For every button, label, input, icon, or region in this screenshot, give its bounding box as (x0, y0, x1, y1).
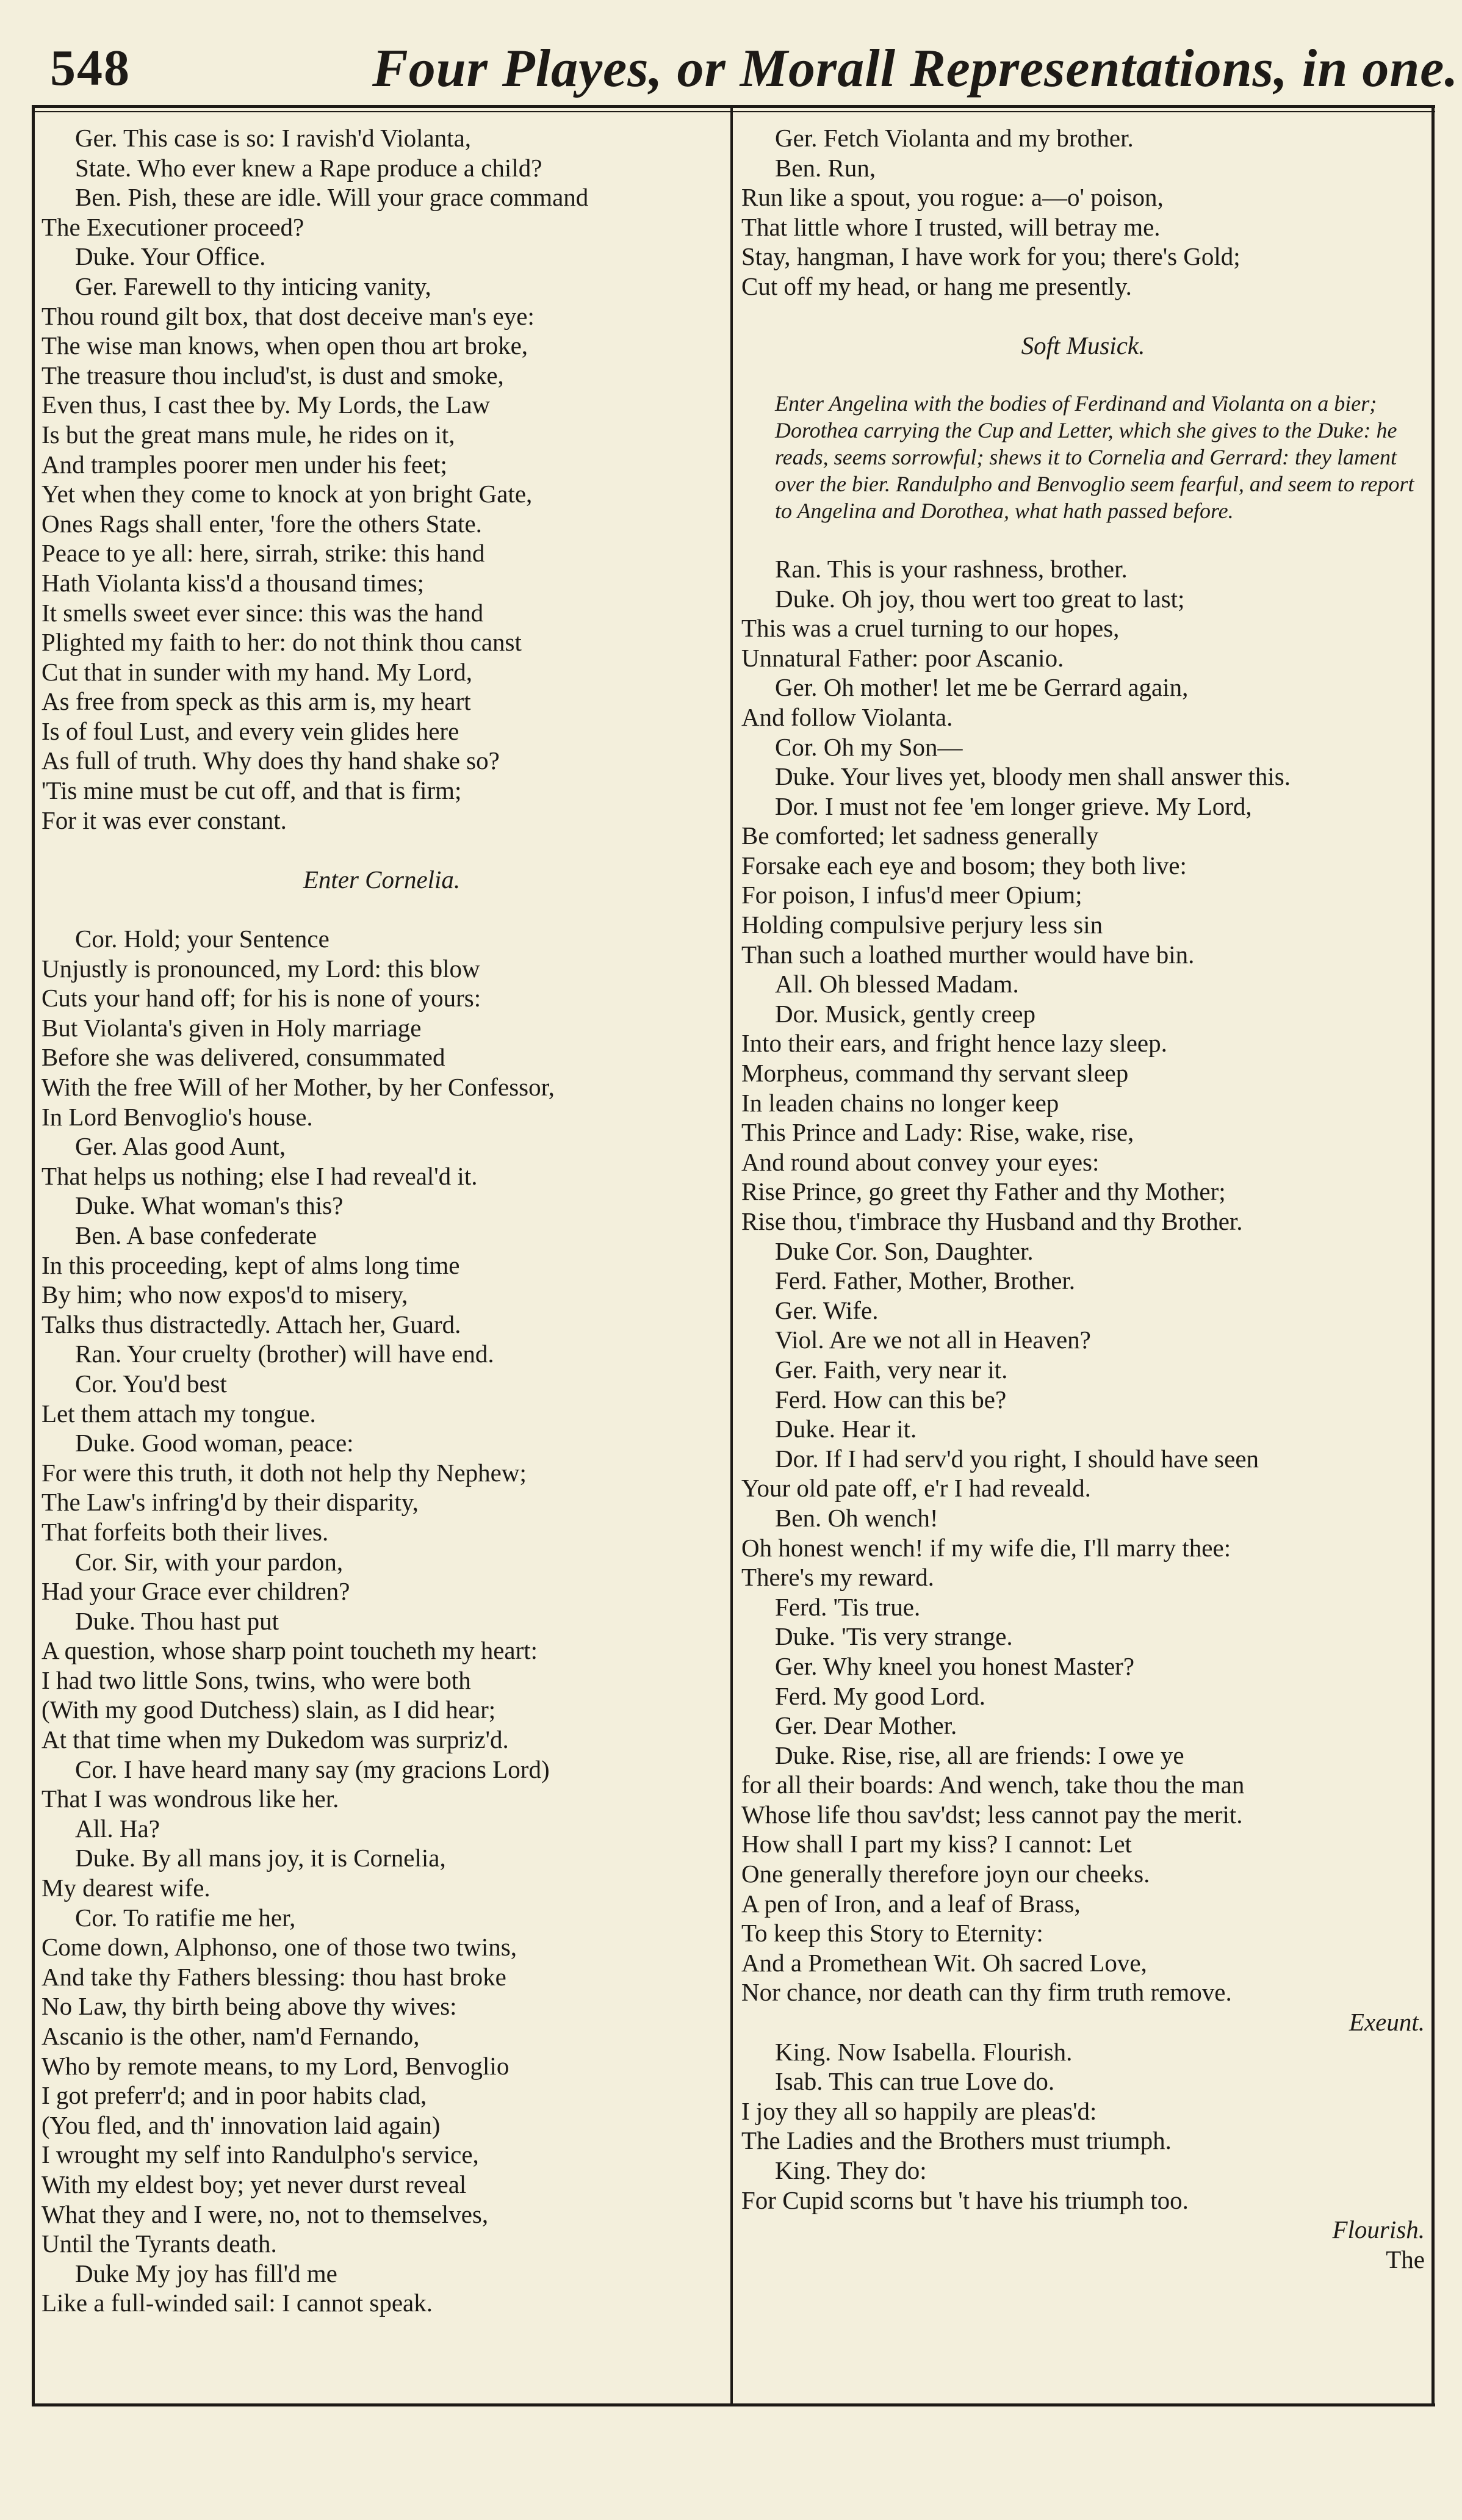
text-line: Ger. Wife. (775, 1296, 879, 1324)
text-line: Be comforted; let sadness generally (741, 821, 1099, 850)
text-line: Duke. By all mans joy, it is Cornelia, (75, 1844, 446, 1872)
text-line: Ger. Alas good Aunt, (75, 1132, 286, 1161)
text-line: With my eldest boy; yet never durst reveal (41, 2170, 467, 2198)
text-line: Unnatural Father: poor Ascanio. (741, 643, 1064, 672)
text-line: (With my good Dutchess) slain, as I did hear; (41, 1695, 496, 1724)
text-line: Into their ears, and fright hence lazy sleep. (741, 1029, 1167, 1058)
text-line: Duke. 'Tis very strange. (775, 1622, 1013, 1651)
column-divider (730, 105, 733, 2406)
text-line: Cor. Oh my Son— (775, 732, 963, 761)
text-line: Run like a spout, you rogue: a—o' poison, (741, 183, 1164, 212)
text-line: Duke My joy has fill'd me (75, 2259, 337, 2287)
bottom-rule (32, 2403, 1435, 2406)
text-line: Duke Cor. Son, Daughter. (775, 1237, 1034, 1265)
text-line: Forsake each eye and bosom; they both live: (741, 851, 1187, 879)
text-line: Enter Cornelia. (303, 865, 461, 894)
text-line: Isab. This can true Love do. (775, 2067, 1055, 2096)
text-line: In leaden chains no longer keep (741, 1088, 1059, 1117)
text-line: Thou round gilt box, that dost deceive man's eye: (41, 301, 535, 330)
text-line: This was a cruel turning to our hopes, (741, 614, 1120, 643)
text-line: A pen of Iron, and a leaf of Brass, (741, 1889, 1081, 1918)
text-line: Come down, Alphonso, one of those two twins, (41, 1933, 517, 1962)
text-line: That helps us nothing; else I had reveal'd it. (41, 1161, 478, 1190)
top-rule-thin (32, 111, 1435, 112)
text-line: For Cupid scorns but 't have his triumph too. (741, 2186, 1189, 2214)
top-rule (32, 105, 1435, 108)
text-line: A question, whose sharp point toucheth my heart: (41, 1636, 538, 1665)
text-line: Cor. I have heard many say (my gracions Lord) (75, 1755, 550, 1783)
text-line: What they and I were, no, not to themselves, (41, 2200, 489, 2228)
text-line: Ben. A base confederate (75, 1221, 317, 1249)
text-line: Duke. Oh joy, thou wert too great to last; (775, 584, 1185, 613)
text-line: Nor chance, nor death can thy firm truth remove. (741, 1978, 1232, 2007)
text-line: That little whore I trusted, will betray me. (741, 212, 1161, 241)
text-line: Unjustly is pronounced, my Lord: this blow (41, 954, 480, 983)
text-line: Exeunt. (1349, 2008, 1425, 2037)
text-line: Ferd. My good Lord. (775, 1681, 986, 1710)
text-line: This Prince and Lady: Rise, wake, rise, (741, 1118, 1134, 1147)
text-line: In Lord Benvoglio's house. (41, 1102, 313, 1131)
page-number: 548 (50, 40, 131, 96)
text-line: With the free Will of her Mother, by her Confessor, (41, 1073, 555, 1101)
text-line: And a Promethean Wit. Oh sacred Love, (741, 1948, 1147, 1977)
text-line: How shall I part my kiss? I cannot: Let (741, 1830, 1132, 1858)
text-line: Let them attach my tongue. (41, 1399, 316, 1428)
text-line: Oh honest wench! if my wife die, I'll marry thee: (741, 1533, 1231, 1562)
text-line: Rise thou, t'imbrace thy Husband and thy Brother. (741, 1207, 1243, 1235)
text-line: Ger. Fetch Violanta and my brother. (775, 124, 1134, 152)
text-line: Enter Angelina with the bodies of Ferdinand and Violanta on a bier; Dorothea carrying the Cup and Letter, which she gives to the Duke: he reads, seems sorrowful; shews it to Cornelia and Gerrard: they lament over the bier. Randulpho and Benvoglio seem fearful, and seem to report to Angelina and Dorothea, what hath passed before. (775, 391, 1414, 524)
text-line: Cor. To ratifie me her, (75, 1903, 296, 1932)
text-line: Morpheus, command thy servant sleep (741, 1059, 1129, 1088)
text-line: Ferd. 'Tis true. (775, 1592, 921, 1621)
text-line: Is but the great mans mule, he rides on it, (41, 420, 455, 449)
text-line: Your old pate off, e'r I had reveald. (741, 1474, 1091, 1503)
text-line: That forfeits both their lives. (41, 1517, 329, 1546)
text-line: The treasure thou includ'st, is dust and smoke, (41, 361, 504, 389)
text-line: Ferd. Father, Mother, Brother. (775, 1266, 1076, 1295)
text-line: State. Who ever knew a Rape produce a child? (75, 153, 542, 182)
text-line: Whose life thou sav'dst; less cannot pay the merit. (741, 1800, 1243, 1829)
text-line: Peace to ye all: here, sirrah, strike: this hand (41, 539, 485, 568)
text-line: And follow Violanta. (741, 702, 953, 731)
text-line: But Violanta's given in Holy marriage (41, 1013, 422, 1042)
text-line: Stay, hangman, I have work for you; there's Gold; (741, 242, 1241, 271)
text-line: All. Ha? (75, 1814, 160, 1843)
text-line: Ger. Why kneel you honest Master? (775, 1652, 1135, 1680)
text-line: Cor. Hold; your Sentence (75, 925, 329, 953)
text-line: That I was wondrous like her. (41, 1785, 339, 1813)
right-border-rule (1431, 105, 1435, 2406)
text-line: And round about convey your eyes: (741, 1147, 1100, 1176)
text-line: Plighted my faith to her: do not think thou canst (41, 628, 522, 657)
text-line: At that time when my Dukedom was surpriz'd. (41, 1725, 509, 1754)
text-line (741, 524, 1425, 554)
text-line: Flourish. (1332, 2215, 1425, 2244)
text-line: Cor. Sir, with your pardon, (75, 1547, 344, 1576)
text-line: King. Now Isabella. Flourish. (775, 2037, 1073, 2066)
text-line: Ones Rags shall enter, 'fore the others State. (41, 509, 482, 538)
text-line: Duke. What woman's this? (75, 1191, 344, 1220)
text-line: Cut that in sunder with my hand. My Lord, (41, 657, 473, 686)
text-line: Holding compulsive perjury less sin (741, 911, 1103, 939)
text-line: Ran. This is your rashness, brother. (775, 554, 1128, 583)
text-line: Dor. Musick, gently creep (775, 999, 1035, 1028)
text-line: Cor. You'd best (75, 1369, 227, 1398)
text-line: Ferd. How can this be? (775, 1385, 1007, 1413)
text-line: The Executioner proceed? (41, 212, 304, 241)
text-line: The Ladies and the Brothers must triumph. (741, 2126, 1172, 2155)
text-line: Before she was delivered, consummated (41, 1043, 445, 1072)
text-line: Ben. Run, (775, 153, 876, 182)
text-line: Ascanio is the other, nam'd Fernando, (41, 2022, 420, 2050)
text-line: The wise man knows, when open thou art broke, (41, 331, 528, 360)
text-line: In this proceeding, kept of alms long time (41, 1251, 460, 1279)
text-line: Ran. Your cruelty (brother) will have end. (75, 1340, 494, 1368)
text-line: Like a full-winded sail: I cannot speak. (41, 2289, 433, 2317)
text-line: Duke. Good woman, peace: (75, 1429, 354, 1457)
text-line: Who by remote means, to my Lord, Benvoglio (41, 2051, 510, 2080)
text-line: Ger. Faith, very near it. (775, 1355, 1008, 1384)
text-line: Yet when they come to knock at yon bright Gate, (41, 480, 533, 508)
text-line: Ger. Oh mother! let me be Gerrard again, (775, 673, 1189, 702)
text-line: Ben. Oh wench! (775, 1503, 938, 1532)
text-line: I had two little Sons, twins, who were both (41, 1666, 471, 1694)
text-line: And take thy Fathers blessing: thou hast broke (41, 1962, 506, 1991)
text-line: I joy they all so happily are pleas'd: (741, 2096, 1097, 2125)
text-line: 'Tis mine must be cut off, and that is firm; (41, 776, 462, 805)
text-line: The (1386, 2245, 1425, 2273)
text-line: Duke. Hear it. (775, 1415, 917, 1443)
text-line: There's my reward. (741, 1563, 934, 1592)
text-line: Soft Musick. (1021, 331, 1145, 360)
text-line: Hath Violanta kiss'd a thousand times; (41, 568, 425, 597)
text-line: The Law's infring'd by their disparity, (41, 1488, 419, 1517)
running-head: Four Playes, or Morall Representations, in one. (372, 39, 1459, 98)
text-line: For poison, I infus'd meer Opium; (741, 881, 1082, 909)
text-line: To keep this Story to Eternity: (741, 1919, 1043, 1948)
text-line (41, 894, 722, 924)
text-line: For it was ever constant. (41, 806, 287, 834)
text-line (741, 301, 1425, 331)
text-line (41, 835, 722, 865)
left-column (41, 123, 722, 2318)
text-line: No Law, thy birth being above thy wives: (41, 1992, 457, 2021)
text-line: As full of truth. Why does thy hand shake so? (41, 746, 500, 775)
text-line: Ger. This case is so: I ravish'd Violanta, (75, 124, 472, 152)
text-line: Dor. If I had serv'd you right, I should have seen (775, 1444, 1259, 1473)
text-line: Duke. Thou hast put (75, 1606, 279, 1635)
text-line: I wrought my self into Randulpho's service, (41, 2140, 479, 2169)
text-line: Is of foul Lust, and every vein glides here (41, 717, 459, 745)
text-line: By him; who now expos'd to misery, (41, 1280, 408, 1309)
right-column (741, 123, 1425, 2274)
text-line: Rise Prince, go greet thy Father and thy Mother; (741, 1177, 1226, 1206)
text-line: For were this truth, it doth not help thy Nephew; (41, 1458, 527, 1487)
text-line: Until the Tyrants death. (41, 2229, 277, 2258)
text-line: for all their boards: And wench, take thou the man (741, 1771, 1245, 1799)
text-line: And tramples poorer men under his feet; (41, 450, 447, 478)
text-line: Talks thus distractedly. Attach her, Guard. (41, 1310, 461, 1338)
text-line: All. Oh blessed Madam. (775, 970, 1019, 998)
text-line (741, 361, 1425, 391)
text-line: Ben. Pish, these are idle. Will your grace command (75, 183, 589, 212)
text-line: Ger. Farewell to thy inticing vanity, (75, 272, 431, 300)
text-line: Viol. Are we not all in Heaven? (775, 1326, 1091, 1354)
text-line: Had your Grace ever children? (41, 1577, 350, 1606)
text-line: I got preferr'd; and in poor habits clad, (41, 2081, 427, 2110)
text-line: Duke. Your Office. (75, 242, 266, 271)
text-line: Duke. Rise, rise, all are friends: I owe ye (775, 1741, 1184, 1769)
text-line: Ger. Dear Mother. (775, 1711, 957, 1740)
text-line: Than such a loathed murther would have bin. (741, 940, 1195, 969)
text-line: Cut off my head, or hang me presently. (741, 272, 1132, 300)
text-line: King. They do: (775, 2156, 927, 2184)
text-line: As free from speck as this arm is, my heart (41, 687, 471, 716)
text-line: Cuts your hand off; for his is none of yours: (41, 984, 481, 1013)
text-line: Duke. Your lives yet, bloody men shall answer this. (775, 762, 1291, 791)
text-line: It smells sweet ever since: this was the hand (41, 598, 484, 627)
text-line: My dearest wife. (41, 1874, 211, 1902)
left-border-rule (32, 105, 35, 2406)
text-line: Dor. I must not fee 'em longer grieve. My Lord, (775, 792, 1252, 820)
text-line: Even thus, I cast thee by. My Lords, the Law (41, 391, 491, 419)
text-line: (You fled, and th' innovation laid again) (41, 2110, 441, 2139)
text-line: One generally therefore joyn our cheeks. (741, 1860, 1150, 1888)
